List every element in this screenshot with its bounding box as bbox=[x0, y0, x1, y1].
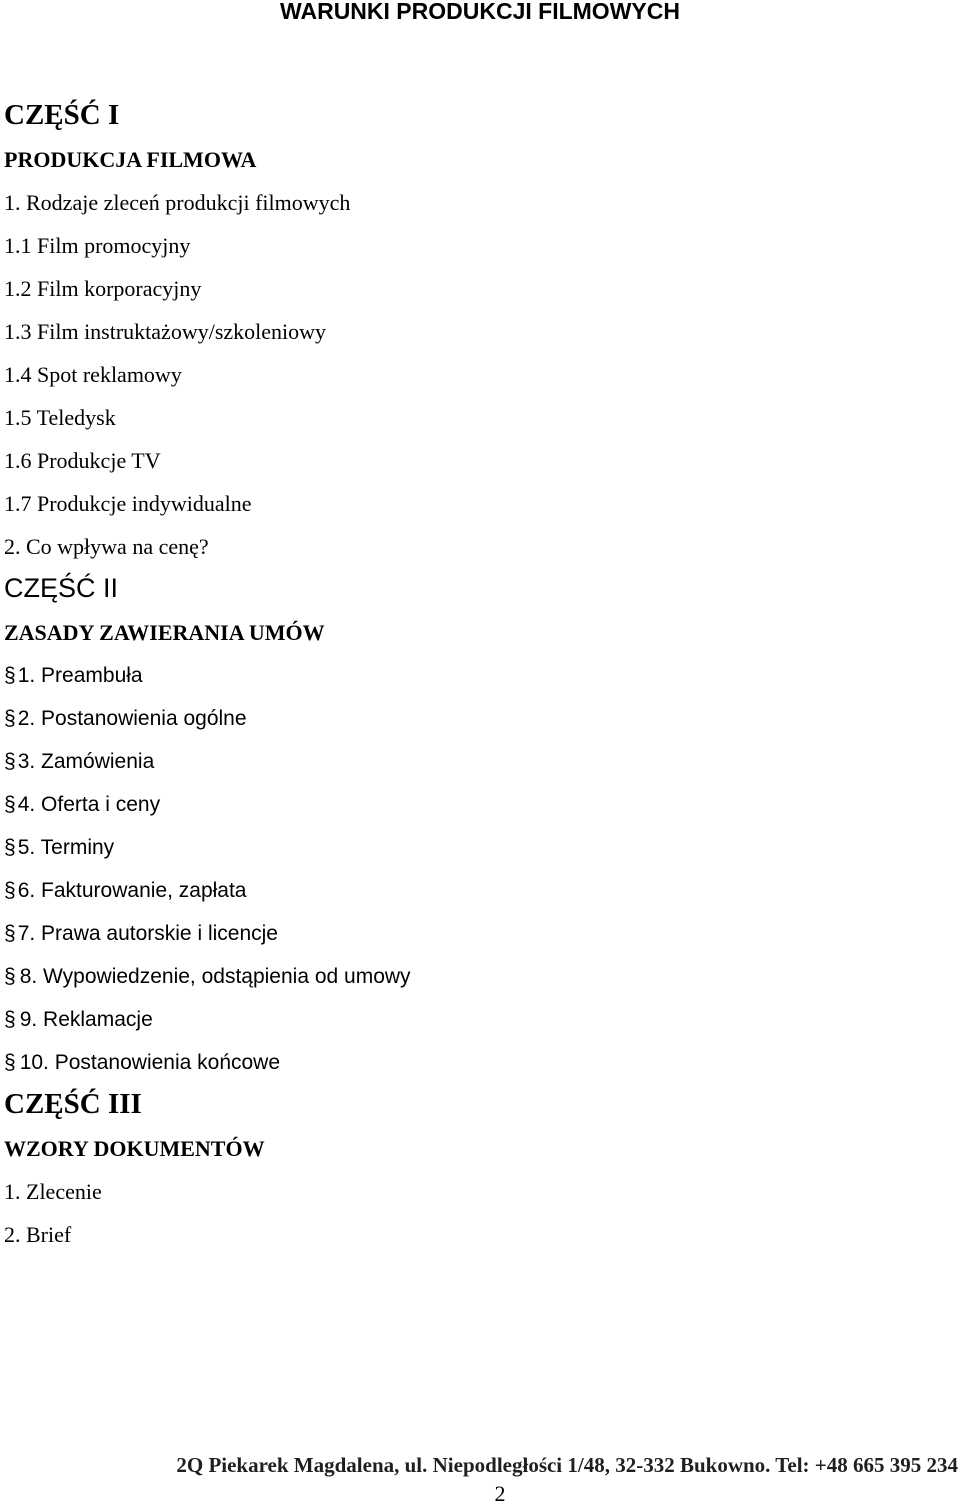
toc-item: 1. Zlecenie bbox=[4, 1179, 102, 1204]
toc-item bbox=[4, 869, 944, 912]
toc-item bbox=[4, 654, 944, 697]
toc-item bbox=[4, 955, 944, 998]
part-3-title: CZĘŚĆ III bbox=[4, 1088, 142, 1120]
section-symbol: § bbox=[4, 1008, 16, 1031]
toc-item: 1.4 Spot reklamowy bbox=[4, 362, 182, 387]
section-symbol: § bbox=[4, 707, 16, 730]
section-symbol: § bbox=[4, 793, 16, 816]
part-1-subtitle: PRODUKCJA FILMOWA bbox=[4, 147, 257, 172]
toc-item-label: 6. Fakturowanie, zapłata bbox=[17, 879, 247, 902]
toc-item: 2. Brief bbox=[4, 1222, 72, 1247]
toc-item bbox=[4, 740, 944, 783]
part-2-subtitle: ZASADY ZAWIERANIA UMÓW bbox=[4, 620, 325, 645]
section-symbol: § bbox=[4, 922, 16, 945]
toc-item-label: 9. Reklamacje bbox=[19, 1008, 153, 1031]
section-symbol: § bbox=[4, 836, 16, 859]
section-symbol: § bbox=[4, 664, 16, 687]
toc-item bbox=[4, 783, 944, 826]
toc-item: 1.6 Produkcje TV bbox=[4, 448, 161, 473]
toc-item bbox=[4, 998, 944, 1041]
toc-item: 1.2 Film korporacyjny bbox=[4, 276, 202, 301]
toc-item-label: 7. Prawa autorskie i licencje bbox=[17, 922, 278, 945]
toc-item-label: 8. Wypowiedzenie, odstąpienia od umowy bbox=[19, 965, 411, 988]
part-1-title: CZĘŚĆ I bbox=[4, 99, 120, 131]
toc-item-label: 1. Preambuła bbox=[17, 664, 143, 687]
toc-item: 1.1 Film promocyjny bbox=[4, 233, 191, 258]
toc-item bbox=[4, 912, 944, 955]
toc-item-label: 2. Postanowienia ogólne bbox=[17, 707, 247, 730]
toc-item: 2. Co wpływa na cenę? bbox=[4, 534, 209, 559]
table-of-contents bbox=[4, 95, 944, 1256]
part-2-title: CZĘŚĆ II bbox=[4, 573, 119, 603]
section-symbol: § bbox=[4, 1051, 16, 1074]
section-symbol: § bbox=[4, 965, 16, 988]
toc-item: 1.3 Film instruktażowy/szkoleniowy bbox=[4, 319, 327, 344]
toc-item bbox=[4, 1041, 944, 1084]
toc-item-label: 3. Zamówienia bbox=[17, 750, 155, 773]
page-footer-contact bbox=[0, 1452, 960, 1478]
section-symbol: § bbox=[4, 750, 16, 773]
page-header-title: WARUNKI PRODUKCJI FILMOWYCH bbox=[280, 0, 680, 24]
toc-item-label: 10. Postanowienia końcowe bbox=[19, 1051, 281, 1074]
toc-item: 1. Rodzaje zleceń produkcji filmowych bbox=[4, 190, 351, 215]
page-number: 2 bbox=[494, 1481, 506, 1506]
toc-item-label: 5. Terminy bbox=[17, 836, 115, 859]
toc-item-label: 4. Oferta i ceny bbox=[17, 793, 161, 816]
section-symbol: § bbox=[4, 879, 16, 902]
footer-contact-text: 2Q Piekarek Magdalena, ul. Niepodległości 1/48, 32-332 Bukowno. Tel: +48 665 395 234 bbox=[176, 1453, 958, 1477]
toc-item: 1.5 Teledysk bbox=[4, 405, 116, 430]
toc-item bbox=[4, 826, 944, 869]
toc-item bbox=[4, 697, 944, 740]
part-3-subtitle: WZORY DOKUMENTÓW bbox=[4, 1136, 265, 1161]
toc-item: 1.7 Produkcje indywidualne bbox=[4, 491, 252, 516]
